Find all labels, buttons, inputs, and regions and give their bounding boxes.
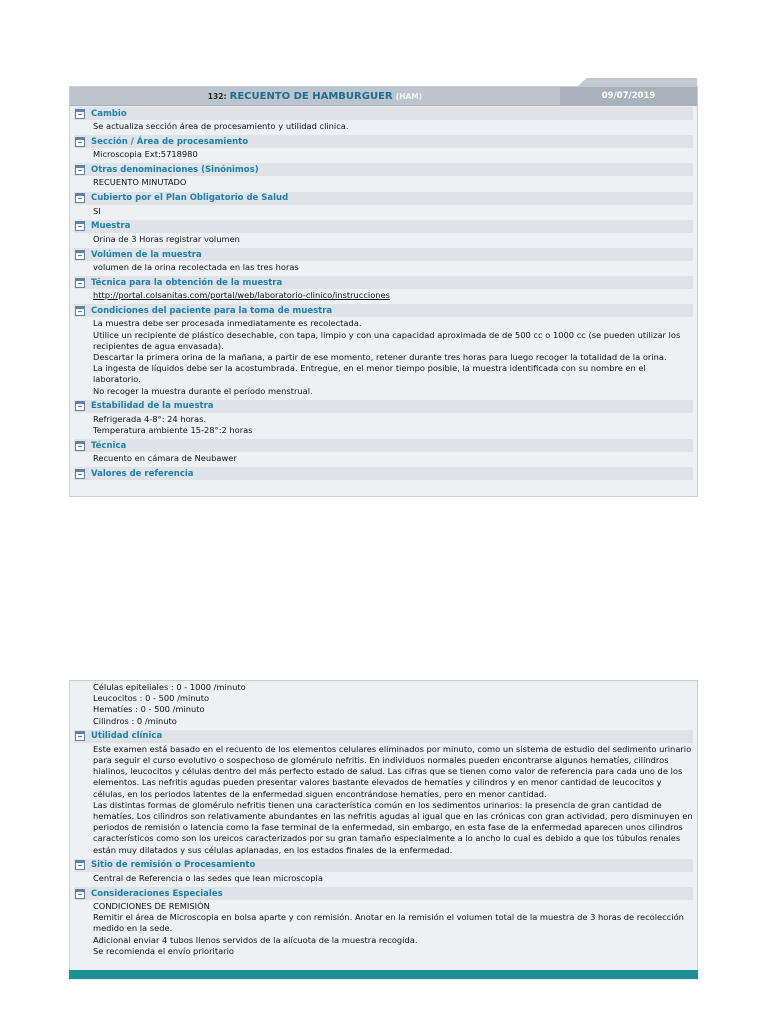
section-sitio-de-remision-o-procesamiento bbox=[74, 859, 693, 886]
section-title: Volúmen de la muestra bbox=[91, 249, 202, 260]
collapse-toggle-icon[interactable] bbox=[75, 731, 85, 741]
section-text-line: Utilice un recipiente de plástico desechable, con tapa, limpio y con una capacidad aproximada de de 500 cc o 1000 cc (se pueden utilizar los recipientes de agua envasada). bbox=[93, 329, 681, 351]
section-title: Otras denominaciones (Sinónimos) bbox=[91, 164, 259, 175]
section-condiciones-del-paciente-para-la-toma-de-muestra bbox=[74, 304, 693, 398]
section-text-line: Descartar la primera orina de la mañana, a partir de ese momento, retener durante tres horas para luego recoger la totalidad de la orina. bbox=[93, 352, 667, 363]
section-cubierto-por-el-plan-obligatorio-de-salud bbox=[74, 192, 693, 219]
collapse-toggle-icon[interactable] bbox=[75, 860, 85, 870]
section-text-line: Este examen está basado en el recuento de los elementos celulares eliminados por minuto, como un sistema de estudio del sedimento urinario para seguir el curso evolutivo o sospechoso de glomérulo nefritis. En individuos normales pueden encontrarse algunos hematíes, cilindros hialinos, leucocitos y células dentro del más perfecto estado de salud. Las cifras que se tienen como valor de referencia para cada uno de los elementos. Las nefritis agudas pueden presentar valores bastante elevados de hematíes y cilindros y en menor cantidad de leucocitos y células, en los periodos latentes de la enfermedad siguen encontrándose hematíes, pero en menor cantidad. bbox=[93, 743, 692, 799]
exam-title-bar bbox=[70, 87, 697, 106]
reference-value-line: Células epiteliales : 0 - 1000 /minuto bbox=[93, 682, 246, 692]
section-body bbox=[74, 148, 693, 162]
section-title: Técnica para la obtención de la muestra bbox=[91, 277, 283, 288]
section-text-line: Remitir el área de Microscopia en bolsa aparte y con remisión. Anotar en la remisión el volumen total de la muestra de 3 horas de recolección medido en la sede. bbox=[93, 912, 684, 934]
section-text-line: La ingesta de líquidos debe ser la acostumbrada. Entregue, en el menor tiempo posible, la muestra identificada con su nombre en el laboratorio. bbox=[93, 363, 646, 385]
section-body bbox=[74, 872, 693, 886]
section-title: Sitio de remisión o Procesamiento bbox=[91, 860, 256, 871]
section-header[interactable] bbox=[74, 467, 693, 480]
section-utilidad-clinica bbox=[74, 730, 693, 858]
reference-value-line: Cilindros : 0 /minuto bbox=[93, 715, 177, 726]
exam-title bbox=[70, 91, 560, 102]
collapse-toggle-icon[interactable] bbox=[75, 165, 85, 175]
collapse-toggle-icon[interactable] bbox=[75, 250, 85, 260]
section-text-line: SI bbox=[93, 205, 101, 216]
section-title: Consideraciones Especiales bbox=[91, 888, 223, 899]
exam-code: 132: bbox=[207, 91, 227, 101]
section-text-line: Las distintas formas de glomérulo nefritis tienen una característica común en los sedimentos urinarios: la presencia de gran cantidad de hematíes. Los cilindros son relativamente abundantes en las nefritis agudas al igual que en las crónicas con gran actividad, pero disminuyen en periodos de remisión o latencia como la fase terminal de la enfermedad, sin embargo, en esta fase de la enfermedad aparecen unos cilindros característicos como son los ureicos caracterizados por su gran tamaño especialmente a lo ancho lo cual es debido a que los túbulos renales están muy dilatados y sus células aplanadas, en los estados finales de la enfermedad. bbox=[93, 799, 693, 855]
collapse-toggle-icon[interactable] bbox=[75, 889, 85, 899]
section-cambio bbox=[74, 107, 693, 134]
section-title: Utilidad clínica bbox=[91, 731, 163, 742]
section-title: Condiciones del paciente para la toma de muestra bbox=[91, 305, 333, 316]
exam-date: 09/07/2019 bbox=[560, 87, 697, 105]
section-header[interactable] bbox=[74, 248, 693, 261]
section-text-line: Recuento en cámara de Neubawer bbox=[93, 453, 237, 464]
collapse-toggle-icon[interactable] bbox=[75, 469, 85, 479]
section-body bbox=[74, 317, 693, 398]
exam-abbreviation: (HAM) bbox=[395, 91, 423, 101]
exam-card-page-1 bbox=[69, 86, 698, 497]
section-text-line: Orina de 3 Horas registrar volumen bbox=[93, 233, 240, 244]
section-body bbox=[74, 205, 693, 219]
section-header[interactable] bbox=[74, 276, 693, 289]
collapse-toggle-icon[interactable] bbox=[75, 193, 85, 203]
collapse-toggle-icon[interactable] bbox=[75, 441, 85, 451]
section-text-line: No recoger la muestra durante el período menstrual. bbox=[93, 385, 313, 396]
collapse-toggle-icon[interactable] bbox=[75, 221, 85, 231]
section-tecnica bbox=[74, 439, 693, 466]
section-title: Muestra bbox=[91, 221, 131, 232]
exam-name: RECUENTO DE HAMBURGUER bbox=[229, 90, 393, 102]
section-header[interactable] bbox=[74, 192, 693, 205]
collapse-toggle-icon[interactable] bbox=[75, 401, 85, 411]
section-title: Estabilidad de la muestra bbox=[91, 401, 214, 412]
section-text-line: La muestra debe ser procesada inmediatamente es recolectada. bbox=[93, 318, 362, 329]
section-text-line: volumen de la orina recolectada en las tres horas bbox=[93, 262, 299, 273]
section-estabilidad-de-la-muestra bbox=[74, 400, 693, 438]
section-title: Cambio bbox=[91, 108, 127, 119]
section-text-line: Se actualiza sección área de procesamiento y utilidad clinica. bbox=[93, 121, 349, 131]
section-text-line: Se recomienda el envío prioritario bbox=[93, 945, 234, 956]
section-body bbox=[74, 233, 693, 247]
header-tab-decoration bbox=[577, 78, 697, 87]
section-header[interactable] bbox=[74, 887, 693, 900]
section-body bbox=[74, 413, 693, 438]
reference-value-line: Hematíes : 0 - 500 /minuto bbox=[93, 704, 205, 715]
section-text-line: RECUENTO MINUTADO bbox=[93, 177, 187, 188]
section-body bbox=[74, 452, 693, 466]
sections-list-page-2 bbox=[70, 730, 697, 959]
collapse-toggle-icon[interactable] bbox=[75, 278, 85, 288]
section-header[interactable] bbox=[74, 730, 693, 743]
section-title: Técnica bbox=[91, 440, 127, 451]
section-otras-denominaciones-sinonimos bbox=[74, 163, 693, 190]
section-title: Sección / Área de procesamiento bbox=[91, 136, 249, 147]
section-body bbox=[74, 289, 693, 303]
collapse-toggle-icon[interactable] bbox=[75, 137, 85, 147]
reference-value-line: Leucocitos : 0 - 500 /minuto bbox=[93, 693, 210, 704]
section-volumen-de-la-muestra bbox=[74, 248, 693, 275]
section-header[interactable] bbox=[74, 439, 693, 452]
section-reference-values-continued bbox=[74, 681, 693, 729]
section-valores-de-referencia bbox=[74, 467, 693, 480]
section-header[interactable] bbox=[74, 859, 693, 872]
section-body bbox=[74, 261, 693, 275]
section-muestra bbox=[74, 220, 693, 247]
exam-card-page-2 bbox=[69, 680, 698, 980]
section-header[interactable] bbox=[74, 163, 693, 176]
footer-bar bbox=[69, 970, 698, 979]
sections-list bbox=[70, 107, 697, 480]
section-text-line: Refrigerada 4-8°: 24 horas. bbox=[93, 413, 207, 424]
section-body bbox=[74, 900, 693, 959]
section-consideraciones-especiales bbox=[74, 887, 693, 959]
section-title: Cubierto por el Plan Obligatorio de Salud bbox=[91, 193, 289, 204]
reference-values-body bbox=[74, 681, 693, 729]
collapse-toggle-icon[interactable] bbox=[75, 109, 85, 119]
instructions-link[interactable]: http://portal.colsanitas.com/portal/web/laboratorio-clinico/instrucciones bbox=[93, 290, 390, 301]
section-header[interactable] bbox=[74, 400, 693, 413]
section-text-line: CONDICIONES DE REMISIÓN bbox=[93, 901, 210, 912]
section-title: Valores de referencia bbox=[91, 468, 194, 479]
section-header[interactable] bbox=[74, 135, 693, 148]
section-header[interactable] bbox=[74, 220, 693, 233]
section-text-line: Temperatura ambiente 15-28°:2 horas bbox=[93, 425, 253, 436]
section-header[interactable] bbox=[74, 107, 693, 120]
section-text-line: Adicional enviar 4 tubos llenos servidos de la alícuota de la muestra recogida. bbox=[93, 934, 418, 945]
section-text-line: Microscopia Ext:5718980 bbox=[93, 149, 198, 160]
collapse-toggle-icon[interactable] bbox=[75, 306, 85, 316]
section-body bbox=[74, 743, 693, 858]
section-body bbox=[74, 120, 693, 134]
section-text-line: Central de Referencia o las sedes que lean microscopia bbox=[93, 872, 323, 883]
section-tecnica-para-la-obtencion-de-la-muestra bbox=[74, 276, 693, 303]
section-seccion-area-de-procesamiento bbox=[74, 135, 693, 162]
section-body bbox=[74, 176, 693, 190]
section-header[interactable] bbox=[74, 304, 693, 317]
